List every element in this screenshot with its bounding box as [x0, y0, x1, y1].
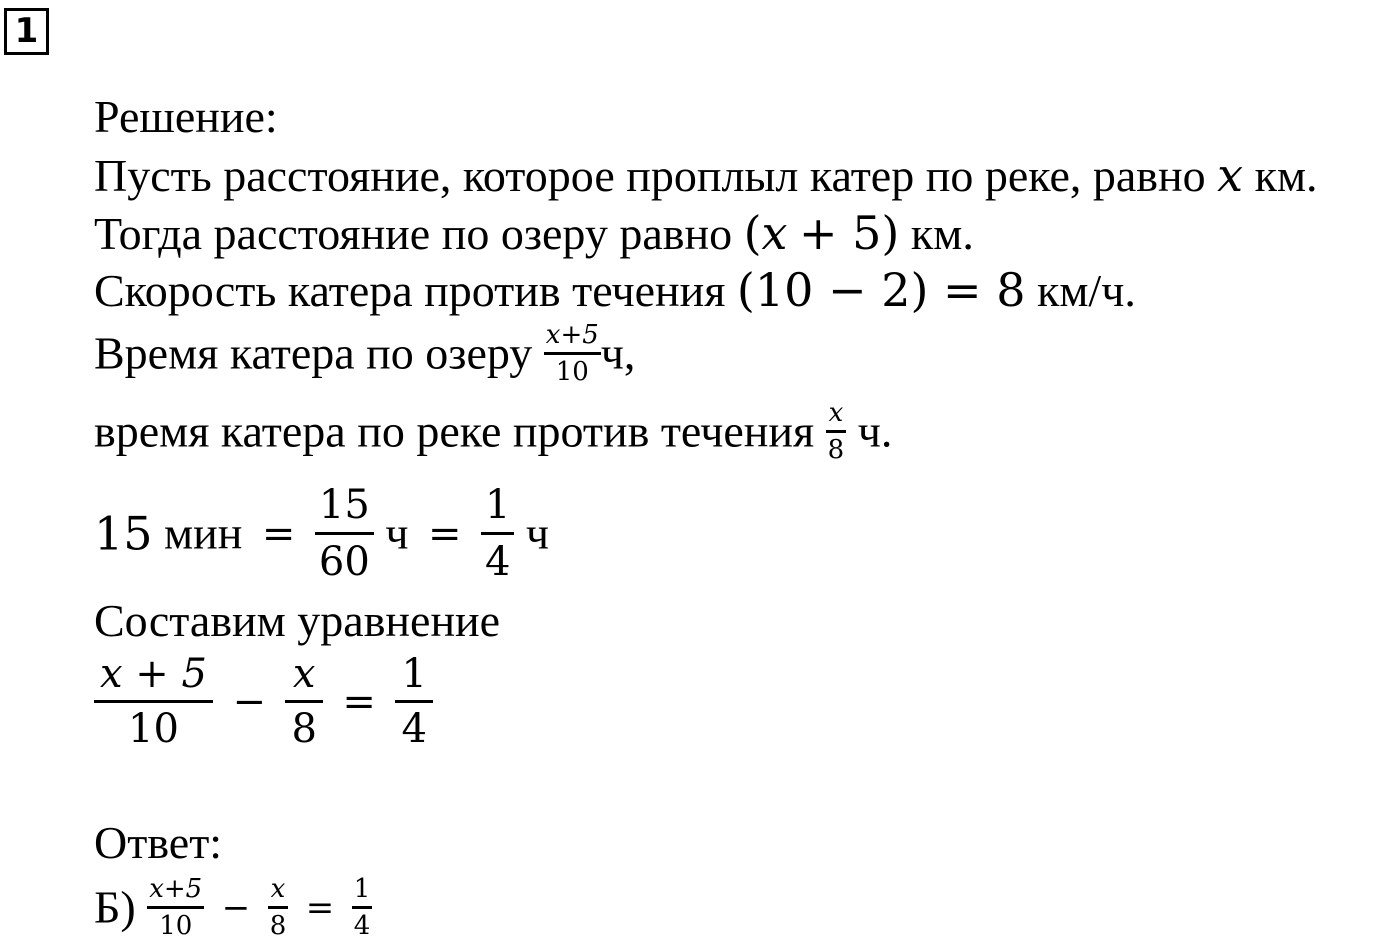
line1-text: Пусть расстояние, которое проплыл катер по реке, равно	[94, 150, 1206, 201]
line-distance-lake	[94, 206, 974, 260]
task-number-badge: 1	[4, 8, 49, 55]
line4-frac-num: x+5	[544, 318, 601, 355]
line6-fraction1	[315, 478, 374, 589]
equation-fraction3	[395, 648, 432, 755]
answer-fraction1	[147, 872, 204, 943]
line4-text: Время катера по озеру	[94, 327, 533, 379]
line5-unit: ч.	[857, 405, 893, 457]
line5-frac-den: 8	[827, 435, 845, 465]
line2-text: Тогда расстояние по озеру равно	[94, 208, 733, 259]
answer-fraction2	[268, 872, 289, 943]
answer-option: Б)	[94, 881, 136, 933]
line3-unit: км/ч.	[1036, 265, 1136, 316]
compose-label: Составим уравнение	[94, 595, 501, 646]
line5-frac-num: x	[826, 396, 847, 433]
line6-h1: ч	[385, 507, 409, 559]
line-distance-river	[94, 148, 1318, 202]
line6-frac1-den: 60	[318, 539, 370, 585]
answer-label: Ответ:	[94, 817, 223, 868]
line6-h2: ч	[525, 507, 550, 559]
line2-unit: км.	[910, 208, 974, 259]
line3-expr: (10 − 2) = 8	[736, 263, 1026, 317]
line-time-lake	[94, 318, 635, 389]
line6-value: 15	[94, 506, 153, 561]
answer-minus: −	[221, 887, 251, 928]
answer-f3-den: 4	[353, 911, 371, 941]
line5-text: время катера по реке против течения	[94, 405, 815, 457]
line6-frac2-num: 1	[481, 478, 514, 535]
line5-fraction	[826, 396, 847, 467]
answer-f3-num: 1	[352, 872, 373, 909]
equation-f2-den: 8	[291, 706, 317, 752]
line6-fraction2	[481, 478, 514, 589]
equation-f3-num: 1	[395, 648, 432, 703]
line4-unit: ч,	[600, 327, 636, 379]
equation-minus: −	[232, 678, 266, 725]
answer-eq: =	[305, 887, 335, 928]
line-minutes-conversion	[94, 478, 549, 589]
line4-fraction	[544, 318, 601, 389]
equation-eq: =	[342, 678, 376, 725]
answer-f2-num: x	[268, 872, 289, 909]
equation-f1-den: 10	[128, 706, 179, 752]
equation	[94, 648, 433, 755]
line-speed	[94, 263, 1136, 317]
line1-unit: км.	[1254, 150, 1318, 201]
answer	[94, 872, 372, 943]
line6-frac2-den: 4	[484, 539, 511, 585]
line-time-river	[94, 396, 892, 467]
line2-expr-rest: + 5)	[798, 206, 900, 260]
answer-f1-num: x+5	[147, 872, 204, 909]
answer-f1-den: 10	[159, 911, 193, 941]
answer-f2-den: 8	[269, 911, 287, 941]
equation-f1-num: x + 5	[94, 648, 213, 703]
line1-var: x	[1217, 148, 1244, 202]
line2-var: x	[761, 206, 788, 260]
line4-frac-den: 10	[555, 357, 589, 387]
equation-fraction1	[94, 648, 213, 755]
line6-frac1-num: 15	[315, 478, 374, 535]
line3-text: Скорость катера против течения	[94, 265, 726, 316]
equation-fraction2	[285, 648, 322, 755]
line6-eq2: =	[427, 510, 462, 557]
line2-expr-open: (	[743, 206, 762, 260]
answer-fraction3	[352, 872, 373, 943]
equation-f2-num: x	[285, 648, 322, 703]
line6-unit-min: мин	[164, 507, 243, 559]
equation-f3-den: 4	[401, 706, 427, 752]
solution-label: Решение:	[94, 91, 278, 142]
line6-eq1: =	[261, 510, 296, 557]
